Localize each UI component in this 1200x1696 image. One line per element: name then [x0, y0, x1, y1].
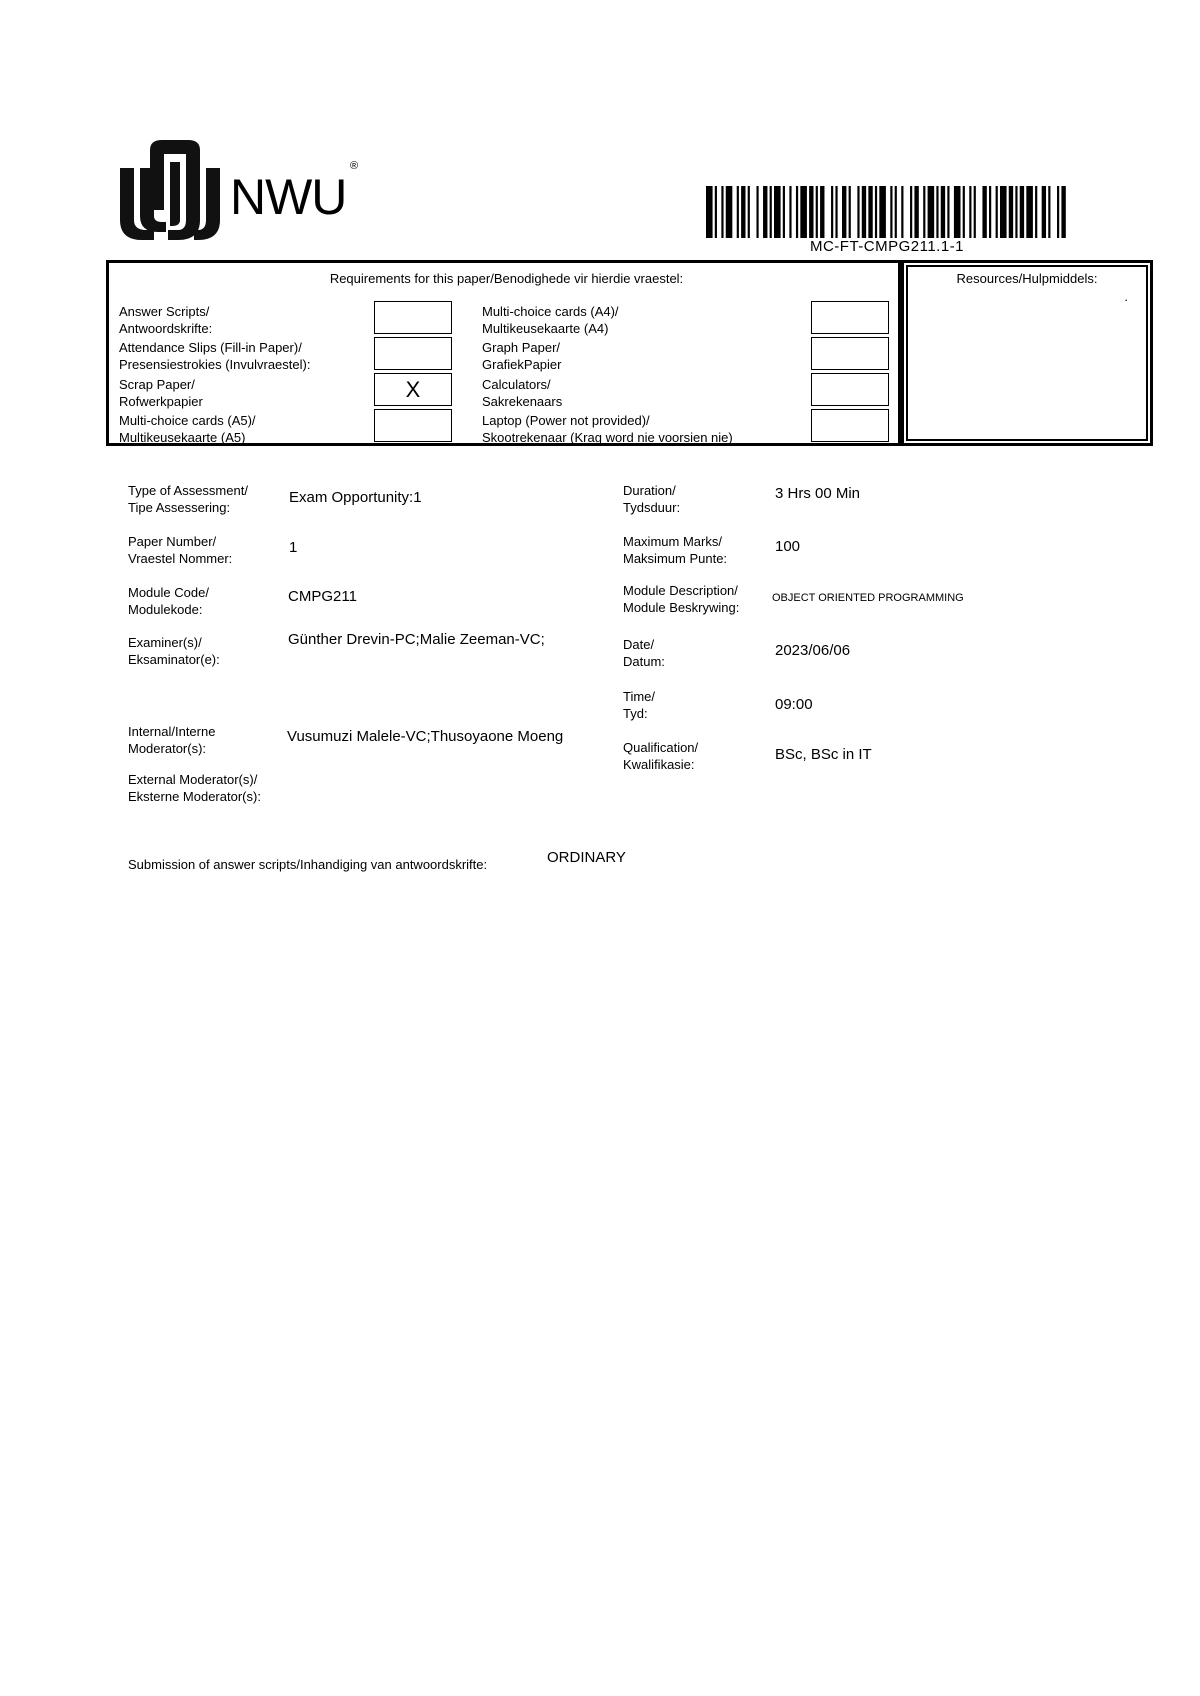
external-moderators-label: External Moderator(s)/ Eksterne Moderator(s): [128, 772, 261, 804]
barcode-bar [1009, 186, 1013, 238]
type-of-assessment-label: Type of Assessment/ Tipe Assessering: [128, 483, 248, 515]
barcode-bar [809, 186, 813, 238]
barcode-bar [982, 186, 986, 238]
barcode-bar [1057, 186, 1059, 238]
barcode-bar [800, 186, 807, 238]
barcode-bar [969, 186, 971, 238]
barcode-bar [954, 186, 961, 238]
logo-wordmark: NWU [230, 169, 347, 225]
barcode-bar [842, 186, 846, 238]
registered-mark: ® [350, 160, 359, 172]
req-mc-a4-box [811, 301, 889, 334]
barcode-bar [820, 186, 824, 238]
req-graph-paper-box [811, 337, 889, 370]
barcode-bar [816, 186, 818, 238]
barcode-bar [923, 186, 925, 238]
nwu-logo [120, 140, 365, 240]
qualification-label: Qualification/ Kwalifikasie: [623, 740, 699, 772]
date-value: 2023/06/06 [775, 642, 851, 659]
req-laptop-label: Laptop (Power not provided)/ Skootrekenaar (Krag word nie voorsien nie) [482, 413, 733, 445]
barcode-bar [895, 186, 897, 238]
time-value: 09:00 [775, 696, 813, 713]
barcode-bar [1015, 186, 1017, 238]
barcode-bar [783, 186, 785, 238]
barcode-bar [875, 186, 877, 238]
barcode-bar [796, 186, 798, 238]
req-scrap-paper-box: X [374, 373, 452, 406]
barcode-bar [831, 186, 833, 238]
req-calculators-box [811, 373, 889, 406]
maximum-marks-label: Maximum Marks/ Maksimum Punte: [623, 534, 728, 566]
barcode-bar [741, 186, 745, 238]
requirements-title: Requirements for this paper/Benodighede vir hierdie vraestel: [329, 271, 684, 286]
barcode-bar [763, 186, 767, 238]
barcode-bar [1048, 186, 1050, 238]
barcode-bar [947, 186, 949, 238]
module-code-value: CMPG211 [288, 588, 357, 605]
module-code-label: Module Code/ Modulekode: [128, 585, 209, 617]
barcode-bar [849, 186, 851, 238]
module-description-value: OBJECT ORIENTED PROGRAMMING [772, 592, 964, 604]
barcode-bar [774, 186, 781, 238]
barcode-bar [1061, 186, 1065, 238]
barcode-bar [989, 186, 991, 238]
barcode-bar [706, 186, 713, 238]
barcode-bar [1000, 186, 1007, 238]
req-attendance-slips-label: Attendance Slips (Fill-in Paper)/ Presensiestrokies (Invulvraestel): [119, 340, 311, 372]
barcode-bar [715, 186, 717, 238]
submission-label: Submission of answer scripts/Inhandiging van antwoordskrifte: [128, 857, 488, 872]
barcode-bar [862, 186, 866, 238]
barcode-bar [936, 186, 938, 238]
barcode-bar [901, 186, 903, 238]
barcode-bar [941, 186, 945, 238]
barcode-bar [789, 186, 791, 238]
time-label: Time/ Tyd: [623, 689, 656, 721]
type-of-assessment-value: Exam Opportunity:1 [289, 489, 422, 506]
req-graph-paper-label: Graph Paper/ GrafiekPapier [482, 340, 562, 372]
req-attendance-slips-box [374, 337, 452, 370]
req-answer-scripts-box [374, 301, 452, 334]
barcode-bar [835, 186, 837, 238]
examiners-value: Günther Drevin-PC;Malie Zeeman-VC; [288, 631, 545, 648]
req-mc-a5-box [374, 409, 452, 442]
req-answer-scripts-label: Answer Scripts/ Antwoordskrifte: [119, 304, 213, 336]
internal-moderators-label: Internal/Interne Moderator(s): [128, 724, 216, 756]
nwu-emblem-icon [120, 140, 230, 240]
barcode-icon [706, 186, 1068, 238]
resources-title: Resources/Hulpmiddels: [956, 271, 1098, 286]
barcode-bar [914, 186, 918, 238]
date-label: Date/ Datum: [623, 637, 665, 669]
qualification-value: BSc, BSc in IT [775, 746, 872, 763]
barcode-bar [868, 186, 872, 238]
duration-label: Duration/ Tydsduur: [623, 483, 681, 515]
barcode-bar [748, 186, 750, 238]
requirements-box [106, 260, 901, 446]
barcode-bar [857, 186, 859, 238]
submission-value: ORDINARY [547, 849, 626, 866]
barcode-bar [1020, 186, 1024, 238]
barcode-bar [910, 186, 912, 238]
barcode-bar [726, 186, 733, 238]
barcode-bar [1026, 186, 1033, 238]
barcode-bar [756, 186, 758, 238]
duration-value: 3 Hrs 00 Min [775, 485, 861, 502]
paper-number-label: Paper Number/ Vraestel Nommer: [128, 534, 233, 566]
resources-box [901, 260, 1153, 446]
module-description-label: Module Description/ Module Beskrywing: [623, 583, 740, 615]
barcode-bar [737, 186, 739, 238]
barcode-caption: MC-FT-CMPG211.1-1 [809, 238, 965, 255]
barcode-bar [928, 186, 935, 238]
barcode-bar [770, 186, 772, 238]
barcode-bar [963, 186, 965, 238]
paper-number-value: 1 [289, 539, 298, 556]
barcode-bar [996, 186, 998, 238]
examiners-label: Examiner(s)/ Eksaminator(e): [128, 635, 220, 667]
maximum-marks-value: 100 [775, 538, 801, 555]
barcode-bar [1035, 186, 1037, 238]
req-mc-a4-label: Multi-choice cards (A4)/ Multikeusekaarte (A4) [482, 304, 619, 336]
barcode-bar [974, 186, 976, 238]
internal-moderators-value: Vusumuzi Malele-VC;Thusoyaone Moeng [287, 728, 564, 745]
barcode-bar [890, 186, 892, 238]
barcode-bar [721, 186, 723, 238]
barcode-bar [879, 186, 886, 238]
req-scrap-paper-label: Scrap Paper/ Rofwerkpapier [119, 377, 203, 409]
req-laptop-box [811, 409, 889, 442]
barcode-bar [1042, 186, 1046, 238]
req-calculators-label: Calculators/ Sakrekenaars [482, 377, 563, 409]
resources-note: . [1124, 289, 1128, 304]
req-mc-a5-label: Multi-choice cards (A5)/ Multikeusekaarte (A5) [119, 413, 256, 445]
